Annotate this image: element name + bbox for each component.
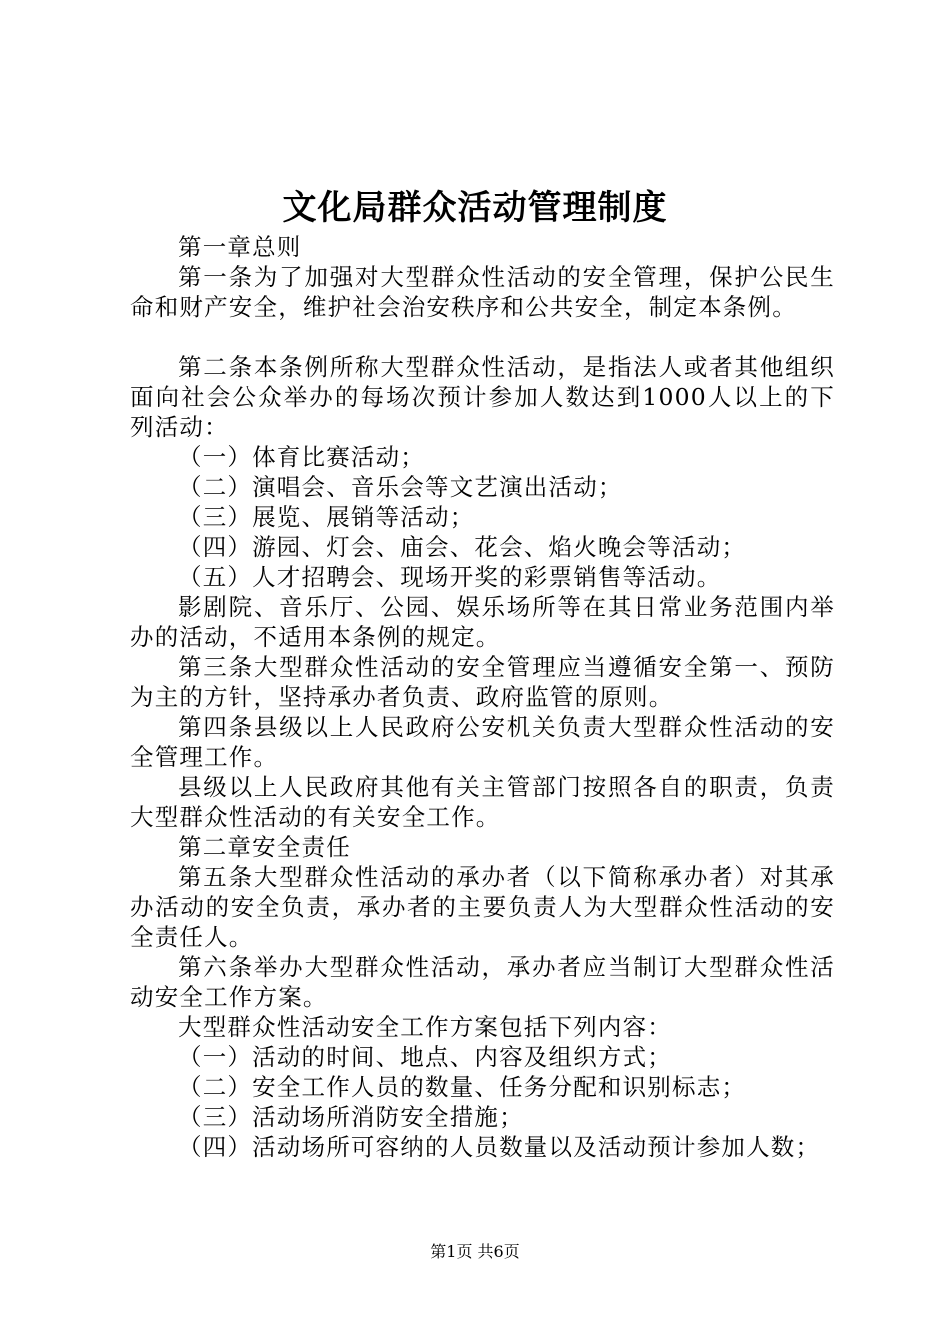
list-item: （四）游园、灯会、庙会、花会、焰火晚会等活动；	[178, 533, 747, 561]
body-paragraph: 大型群众性活动安全工作方案包括下列内容：	[178, 1013, 672, 1041]
document-title: 文化局群众活动管理制度	[282, 188, 668, 228]
body-paragraph: 第四条县级以上人民政府公安机关负责大型群众性活动的安全管理工作。	[130, 713, 835, 771]
list-item: （五）人才招聘会、现场开奖的彩票销售等活动。	[178, 563, 722, 591]
list-item: （三）活动场所消防安全措施；	[178, 1103, 524, 1131]
list-item: （一）活动的时间、地点、内容及组织方式；	[178, 1043, 672, 1071]
body-paragraph: 第二条本条例所称大型群众性活动，是指法人或者其他组织面向社会公众举办的每场次预计参加人数达到1000人以上的下列活动：	[130, 353, 835, 441]
list-item: （一）体育比赛活动；	[178, 443, 425, 471]
list-item: （二）安全工作人员的数量、任务分配和识别标志；	[178, 1073, 747, 1101]
document-body	[130, 232, 835, 1162]
body-paragraph: 第三条大型群众性活动的安全管理应当遵循安全第一、预防为主的方针，坚持承办者负责、政府监管的原则。	[130, 653, 835, 711]
body-paragraph: 第五条大型群众性活动的承办者（以下简称承办者）对其承办活动的安全负责，承办者的主要负责人为大型群众性活动的安全责任人。	[130, 863, 835, 951]
list-item: （四）活动场所可容纳的人员数量以及活动预计参加人数；	[178, 1133, 821, 1161]
body-paragraph: 第二章安全责任	[178, 833, 351, 861]
body-paragraph: 第一章总则	[178, 233, 302, 261]
page-footer: 第1页 共6页	[430, 1242, 520, 1261]
body-paragraph: 第六条举办大型群众性活动，承办者应当制订大型群众性活动安全工作方案。	[130, 953, 835, 1011]
body-paragraph: 第一条为了加强对大型群众性活动的安全管理，保护公民生命和财产安全，维护社会治安秩序和公共安全，制定本条例。	[130, 263, 835, 321]
body-paragraph: 县级以上人民政府其他有关主管部门按照各自的职责，负责大型群众性活动的有关安全工作。	[130, 773, 835, 831]
list-item: （三）展览、展销等活动；	[178, 503, 475, 531]
list-item: （二）演唱会、音乐会等文艺演出活动；	[178, 473, 623, 501]
body-paragraph: 影剧院、音乐厅、公园、娱乐场所等在其日常业务范围内举办的活动，不适用本条例的规定。	[130, 593, 835, 651]
